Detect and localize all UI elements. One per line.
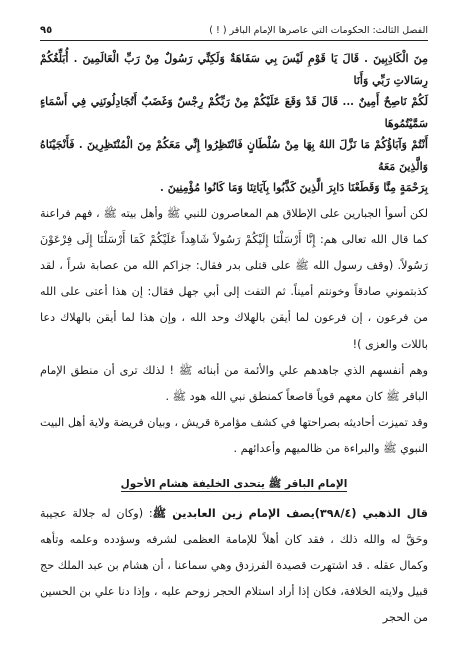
citation-subject: يصف الإمام زين العابدين ﷺ <box>152 506 315 520</box>
quoted-text: : (وكان له جلالة عجيبة وحَقَّ له والله ذلك ، فقد كان أهلاً للإمامة العظمى لشرفه وسؤدده وعلمه وتأهه وكمال عقله . قد اشتهرت قصيدة الفرزدق وهي سماعنا ، أن هشام بن عبد الملك حج قبيل ولايته الخلافة، فكان إذا أراد استلام الحجر زوحم عليه ، وإذا دنا علي بن الحسين من الحجر <box>40 506 428 625</box>
body-paragraph: وقد تميزت أحاديثه بصراحتها في كشف مؤامرة قريش ، وبيان فريضة ولاية أهل البيت النبوي ﷺ والبراءة من ظالميهم وأعدائهم . <box>40 416 428 456</box>
body-paragraph: لكن أسوأ الجبارين على الإطلاق هم المعاصرون للنبي ﷺ وأهل بيته ﷺ ، فهم فراعنة كما قال الله تعالى هم: إِنَّا أَرْسَلْنَا إِلَيْكُمْ رَسُولاً شَاهِداً عَلَيْكُمْ كَمَا أَرْسَلْنَا إِلَى فِرْعَوْنَ رَسُولاً. (وقف رسول الله ﷺ على قتلى بدر فقال: جزاكم الله من عصابة شراً ، لقد كذبتموني صادقاً وخونتم أميناً. ثم التفت إلى أبي جهل فقال: إن هذا أعتى على الله من فرعون ، إن فرعون لما أيقن بالهلاك وحد الله ، وإن هذا لما أيقن بالهلاك دعا باللات والعزى )! <box>40 206 428 351</box>
quran-verse-block <box>40 48 428 199</box>
section-heading <box>40 478 428 493</box>
body-paragraph <box>40 501 428 632</box>
verse-line: أَنْتُمْ وَآبَاؤُكُمْ مَا نَزَّلَ اللهُ بِهَا مِنْ سُلْطَانٍ فَانْتَظِرُوا إِنِّي مَعَكُمْ مِنَ الْمُنْتَظِرِينَ . فَأَنْجَيْنَاهُ وَالَّذِينَ مَعَهُ <box>40 138 428 173</box>
citation-lead: قال الذهبي (٣٩٨/٤) <box>314 506 429 520</box>
verse-line: لَكُمْ نَاصِحٌ أَمِينٌ ... قَالَ قَدْ وَقَعَ عَلَيْكُمْ مِنْ رَبِّكُمْ رِجْسٌ وَغَضَبٌ أَتُجَادِلُونَنِي فِي أَسْمَاءٍ سَمَّيْتُمُوهَا <box>40 95 428 130</box>
page-body <box>40 48 428 632</box>
section-heading-text: الإمام الباقر ﷺ يتحدى الخليفة هشام الأحول <box>120 477 348 490</box>
running-header <box>40 20 428 41</box>
body-paragraph: وهم أنفسهم الذي جاهدهم علي والأئمة من أبنائه ﷺ ! لذلك ترى أن منطق الإمام الباقر ﷺ كان معهم قوياً قاصعاً كمنطق نبي الله هود ﷺ . <box>40 363 428 403</box>
verse-line: بِرَحْمَةٍ مِنَّا وَقَطَعْنَا دَابِرَ الَّذِينَ كَذَّبُوا بِآيَاتِنَا وَمَا كَانُوا مُؤْمِنِينَ . <box>160 181 428 194</box>
page-number: ٩٥ <box>40 24 53 36</box>
verse-line: مِنَ الْكَاذِبِينَ . قَالَ يَا قَوْمِ لَيْسَ بِي سَفَاهَةٌ وَلَكِنِّي رَسُولٌ مِنْ رَبِّ الْعَالَمِينَ . أُبَلِّغُكُمْ رِسَالاتِ رَبِّي وَأَنَا <box>40 52 428 87</box>
running-title: الفصل الثالث: الحكومات التي عاصرها الإمام الباقر ( ! ) <box>209 24 428 36</box>
